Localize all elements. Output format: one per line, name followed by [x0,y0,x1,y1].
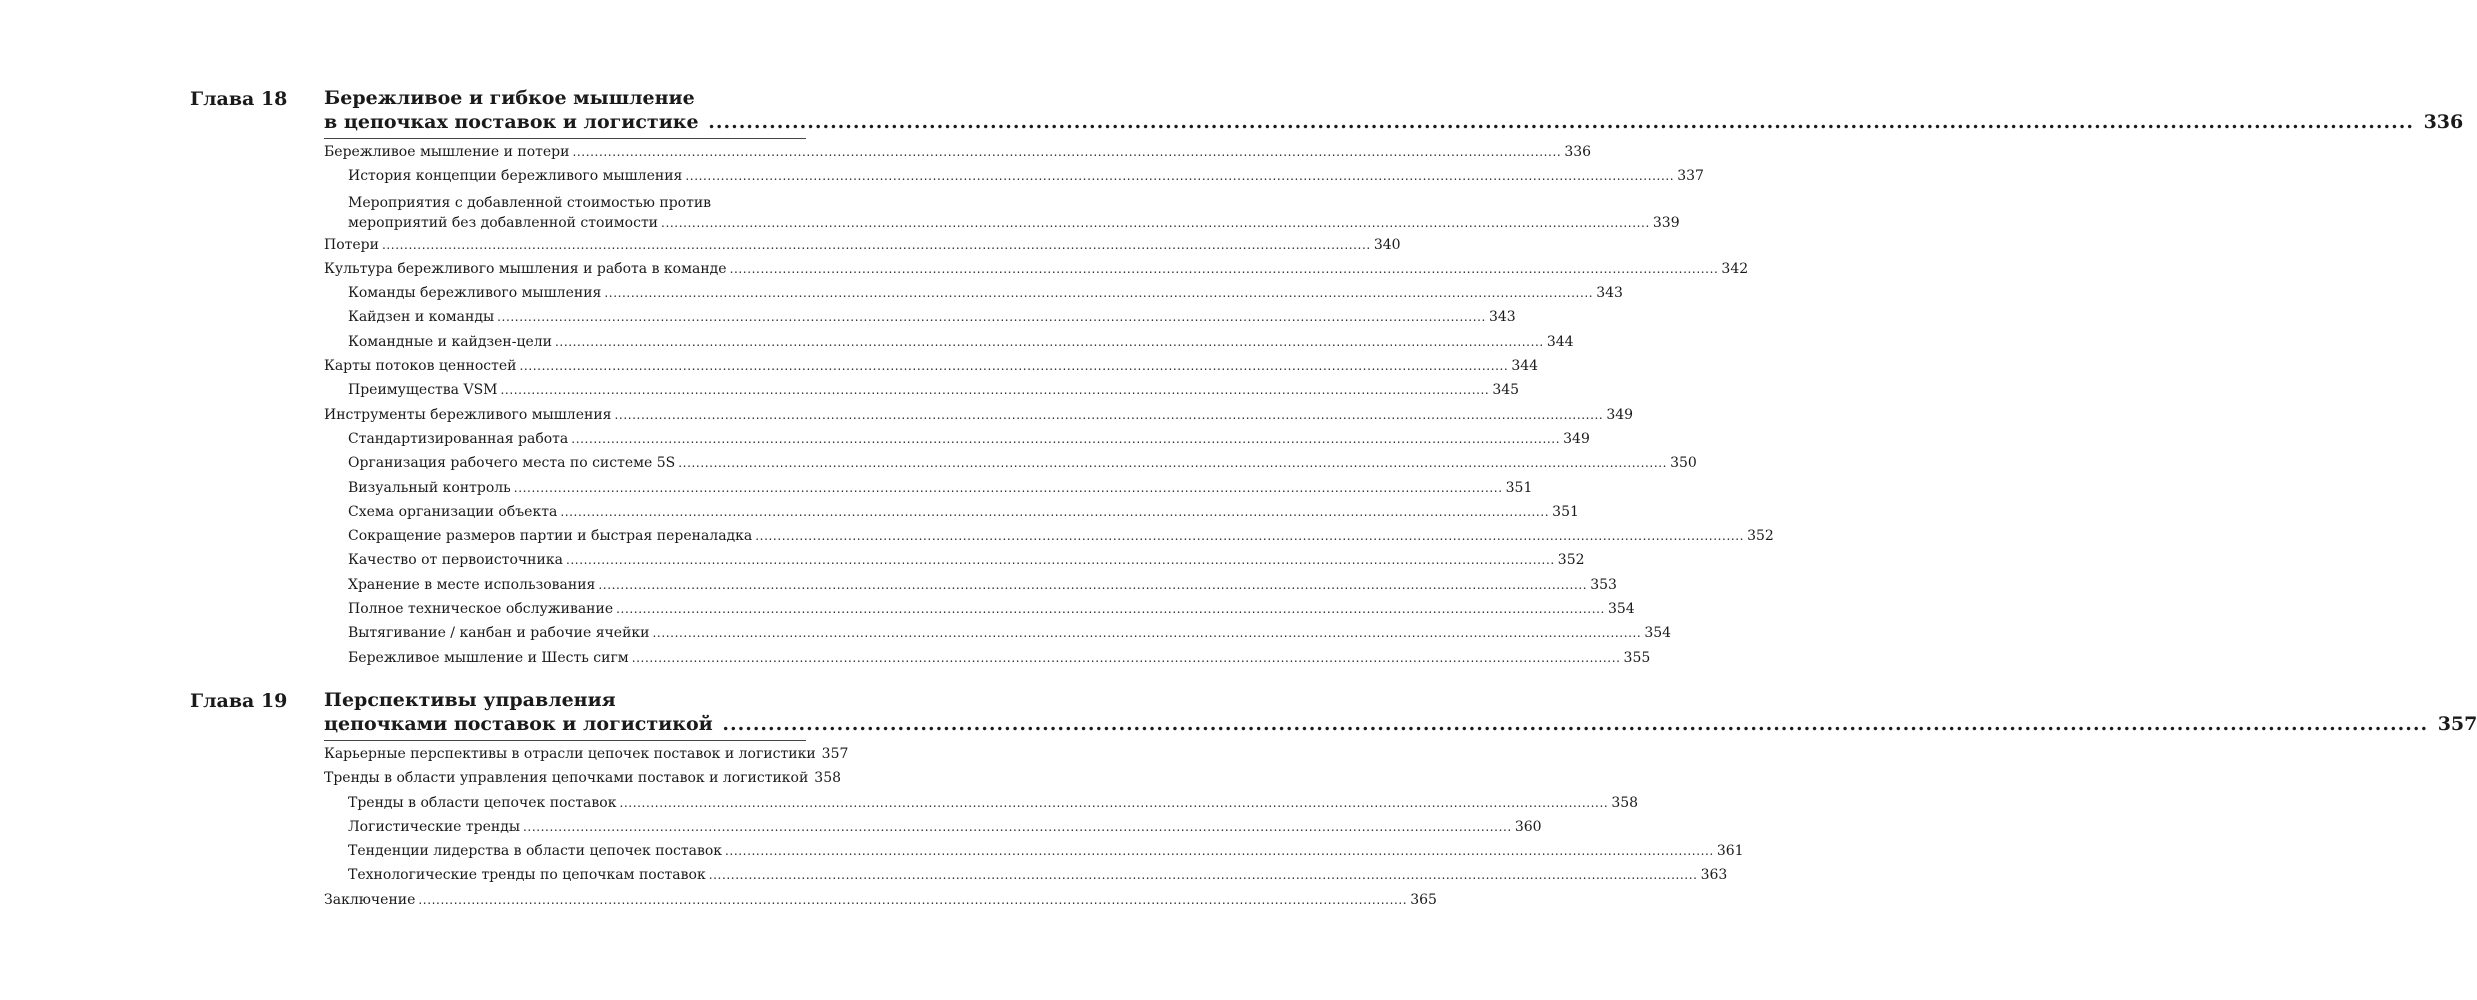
toc-entry-text: Команды бережливого мышления [348,285,602,302]
toc-entry[interactable] [348,451,1697,475]
toc-entry-line [348,451,1697,475]
toc-entry-page-number: 349 [1606,406,1634,423]
toc-entry[interactable] [348,815,1542,839]
chapter-title[interactable] [324,86,2464,134]
toc-entry-line [324,888,1437,912]
toc-entry-text: Кайдзен и команды [348,309,495,326]
chapter-title[interactable] [324,688,2477,736]
toc-entry-line [324,354,1539,378]
toc-entry-text: мероприятий без добавленной стоимости [348,214,659,231]
chapter-title-line2 [324,712,2477,736]
toc-entry-text: Бережливое мышление и Шесть сигм [348,649,629,666]
toc-entry[interactable] [348,305,1516,329]
leader-dots [523,815,1512,839]
leader-dots [614,403,1603,427]
toc-entry[interactable] [324,766,842,790]
leader-dots [685,164,1674,188]
toc-entry-line [324,233,1401,257]
toc-entry-text: Стандартизированная работа [348,430,569,447]
toc-entry-page-number: 354 [1607,601,1635,618]
toc-entry-line [348,791,1639,815]
toc-entry[interactable] [348,524,1774,548]
toc-entry-page-number: 351 [1505,479,1533,496]
chapter-page-number: 336 [2423,111,2464,133]
toc-entry[interactable] [348,330,1574,354]
toc-entry-line [348,815,1542,839]
toc-entry-text: Потери [324,236,379,253]
toc-entry-page-number: 355 [1623,649,1651,666]
toc-entry-text: История концепции бережливого мышления [348,168,683,185]
toc-entry-line [324,140,1592,164]
leader-dots [571,427,1560,451]
toc-entry-text: Сокращение размеров партии и быстрая переналадка [348,528,753,545]
toc-entry-page-number: 353 [1590,576,1617,593]
chapter-divider [324,740,806,741]
toc-entry-line [348,839,1744,863]
toc-entry-page-number: 358 [814,770,842,787]
leader-dots [661,213,1650,233]
toc-entry-page-number: 350 [1670,455,1697,472]
toc-entry-page-number: 345 [1492,382,1520,399]
toc-entry-page-number: 339 [1652,214,1680,231]
toc-entry[interactable] [348,791,1639,815]
toc-entry-text: Логистические тренды [348,818,520,835]
toc-entry-line [348,427,1590,451]
toc-entry-line [348,597,1635,621]
leader-dots [632,646,1621,670]
toc-entry[interactable] [348,621,1672,645]
toc-entry-page-number: 351 [1552,503,1579,520]
toc-entry-text: Визуальный контроль [348,479,511,496]
leader-dots [755,524,1744,548]
toc-entry-text: Командные и кайдзен-цели [348,333,552,350]
toc-entry-text: Полное техническое обслуживание [348,601,614,618]
leader-dots [418,888,1407,912]
toc-entry-page-number: 343 [1488,309,1516,326]
toc-entry-page-number: 357 [821,746,849,762]
toc-entry-text: Качество от первоисточника [348,552,563,569]
toc-entry-text: Тенденции лидерства в области цепочек поставок [348,843,723,860]
toc-entry-page-number: 352 [1747,528,1774,545]
leader-dots [619,791,1608,815]
toc-entry-line [348,524,1774,548]
leader-dots [709,863,1698,887]
toc-entry-text: Культура бережливого мышления и работа в команде [324,260,727,277]
chapter-title-text: цепочками поставок и логистикой [324,713,713,735]
leader-dots [520,354,1509,378]
toc-entry-text: Технологические тренды по цепочкам поставок [348,867,706,884]
toc-entry-page-number: 344 [1511,358,1539,375]
toc-entry-line [348,548,1585,572]
toc-entry-line [324,257,1749,281]
chapter-18-entries [324,140,1774,670]
toc-entry-page-number: 360 [1514,818,1542,835]
toc-entry[interactable] [324,233,1401,257]
leader-dots [501,378,1490,402]
toc-entry-page-number: 354 [1644,625,1672,642]
toc-entry[interactable] [348,646,1651,670]
toc-entry-page-number: 343 [1596,285,1623,302]
chapter-label: Глава 18 [190,88,288,110]
toc-entry-line [348,476,1533,500]
leader-dots [555,330,1544,354]
chapter-title-line1: Перспективы управления [324,689,616,711]
toc-entry-text-line1: Мероприятия с добавленной стоимостью против [348,194,712,211]
leader-dots [560,500,1549,524]
toc-entry[interactable] [348,839,1744,863]
toc-entry-text: Тренды в области цепочек поставок [348,794,617,811]
leader-dots [730,257,1719,281]
toc-entry[interactable] [348,548,1585,572]
toc-entry[interactable] [348,597,1635,621]
toc-entry-text: Хранение в месте использования [348,576,596,593]
leader-dots [598,573,1587,597]
toc-entry-text: Карьерные перспективы в отрасли цепочек поставок и логистики [324,746,816,762]
toc-entry[interactable] [348,164,1704,188]
leader-dots [382,233,1371,257]
toc-entry-page-number: 340 [1373,236,1401,253]
chapter-divider [324,138,806,139]
chapter-19-entries [324,742,1744,912]
toc-entry-line [348,646,1651,670]
toc-entry-text: Инструменты бережливого мышления [324,406,612,423]
toc-entry[interactable] [348,378,1520,402]
toc-entry-line [348,863,1728,887]
toc-entry-line [348,330,1574,354]
leader-dots [604,281,1593,305]
toc-entry-text: Организация рабочего места по системе 5S [348,455,676,472]
toc-entry-text: Схема организации объекта [348,503,558,520]
toc-entry-page-number: 342 [1721,260,1749,277]
toc-entry[interactable] [324,888,1437,912]
leader-dots [514,476,1503,500]
toc-entry-line [348,305,1516,329]
leader-dots [497,305,1486,329]
chapter-title-text: в цепочках поставок и логистике [324,111,699,133]
toc-entry-page-number: 361 [1716,843,1744,860]
toc-entry[interactable] [324,403,1634,427]
toc-entry[interactable] [348,500,1579,524]
toc-entry-line [324,766,842,790]
toc-entry-line [324,403,1634,427]
toc-entry-text: Карты потоков ценностей [324,358,517,375]
toc-entry-page-number: 336 [1564,144,1592,160]
leader-dots [572,140,1561,164]
leader-dots [725,839,1714,863]
toc-entry[interactable] [348,281,1623,305]
toc-entry[interactable] [348,573,1617,597]
toc-entry-text: Заключение [324,891,416,908]
chapter-title-line1: Бережливое и гибкое мышление [324,87,695,109]
toc-entry[interactable] [324,742,849,766]
toc-entry[interactable] [324,140,1592,164]
toc-entry-line [348,378,1520,402]
toc-entry[interactable] [324,257,1749,281]
toc-entry[interactable] [324,354,1539,378]
chapter-title-line2 [324,110,2464,134]
leader-dots [678,451,1667,475]
toc-entry-page-number: 365 [1410,891,1437,908]
toc-entry-page-number: 358 [1611,794,1639,811]
toc-entry[interactable] [348,189,1680,233]
toc-entry[interactable] [348,863,1728,887]
toc-entry-text: Преимущества VSM [348,382,498,399]
toc-entry-line [348,213,1680,233]
toc-entry-line [348,281,1623,305]
toc-entry-page-number: 349 [1563,430,1590,447]
toc-entry-line [348,164,1704,188]
toc-entry-page-number: 337 [1677,168,1704,185]
toc-entry-line [348,500,1579,524]
toc-entry-text: Бережливое мышление и потери [324,144,570,160]
toc-entry-line [324,742,849,766]
toc-entry-line [348,621,1672,645]
leader-dots [616,597,1605,621]
toc-entry-page-number: 344 [1546,333,1574,350]
leader-dots [722,713,2428,735]
leader-dots [708,111,2414,133]
chapter-page-number: 357 [2437,713,2477,735]
chapter-label: Глава 19 [190,690,288,712]
toc-entry-text: Тренды в области управления цепочками поставок и логистикой [324,770,809,787]
toc-entry-text: Вытягивание / канбан и рабочие ячейки [348,625,650,642]
toc-entry[interactable] [348,476,1533,500]
toc-entry-line [348,573,1617,597]
toc-entry[interactable] [348,427,1590,451]
toc-entry-page-number: 363 [1700,867,1728,884]
leader-dots [566,548,1555,572]
leader-dots [653,621,1642,645]
toc-entry-page-number: 352 [1557,552,1585,569]
